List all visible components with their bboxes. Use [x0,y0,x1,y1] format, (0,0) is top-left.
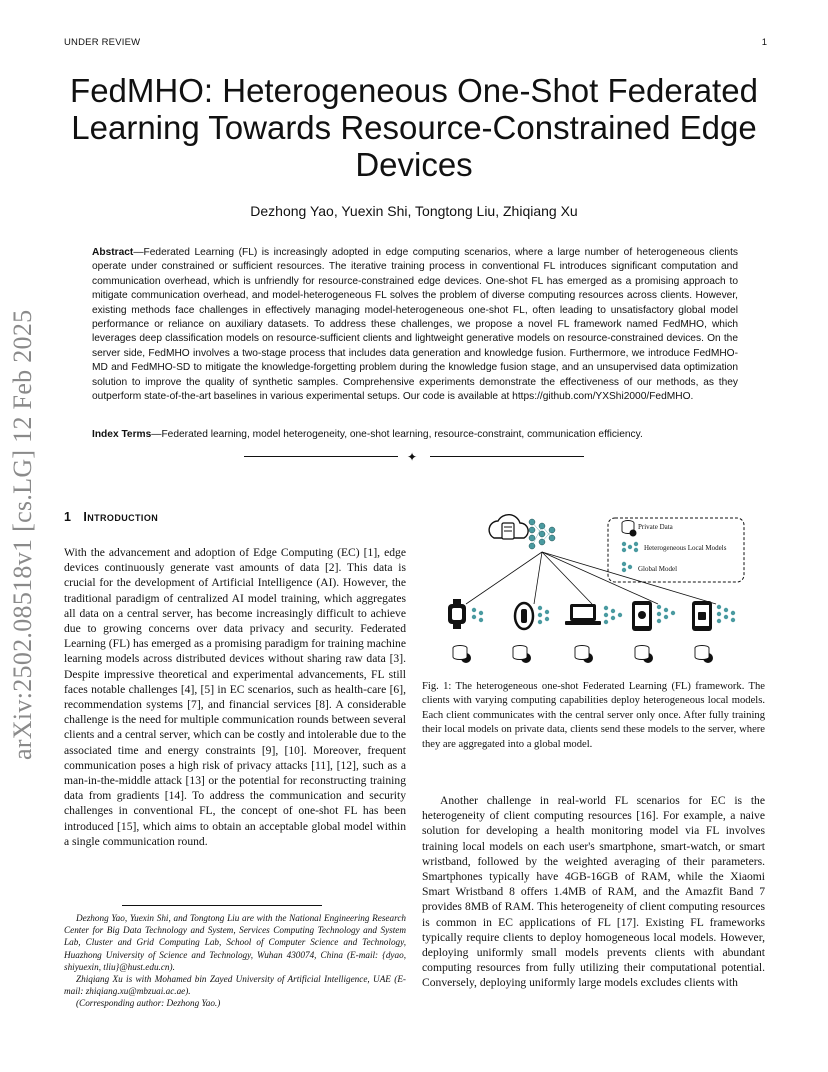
footnote-affiliation-2: Zhiqiang Xu is with Mohamed bin Zayed University of Artificial Intelligence, UAE (E-mail: zhiqiang.xu@mbzuai.ac.ae). [64,974,406,997]
index-terms-text: —Federated learning, model heterogeneity, one-shot learning, resource-constraint, communication efficiency. [151,429,643,440]
connection-lines [466,552,716,604]
page-number: 1 [761,37,767,48]
global-model-icon [529,519,555,549]
abstract-label: Abstract [92,247,134,258]
client-databases [453,646,709,660]
private-data-icon [622,521,637,537]
right-column-paragraph: Another challenge in real-world FL scenarios for EC is the heterogeneity of client computing resources [16]. For example, a naive solution for developing a health monitoring model via FL involves training local models on each user's smartphone, smart-watch, or smart wristband, followed by the weighted averaging of their parameters. Smartphones typically have 4GB-16GB of RAM, while the Xiaomi Smart Wristband 8 offers 1.4MB of RAM, and the Amazfit Band 7 provides 8MB of RAM. This heterogeneity of client computing resources is common in EC applications of FL [17]. Existing FL frameworks typically require clients to deploy homogeneous local models. However, deploying uniformly small models prevents clients with abundant computing resources from fully utilizing their computational potential. Conversely, deploying uniformly large models excludes clients with [422,794,765,990]
figure-1-diagram [444,512,766,670]
footnotes [64,912,406,1010]
running-header: UNDER REVIEW [64,37,141,48]
section-title: Introduction [83,510,159,524]
legend-global-model: Global Model [638,565,678,573]
legend-private-data: Private Data [638,523,673,531]
figure-1-caption: Fig. 1: The heterogeneous one-shot Federated Learning (FL) framework. The clients with varying computing capabilities deploy heterogeneous local models. Each client communicates with the central server only once. After fully training their local models on private data, clients send these models to the server, where they are aggregated into a global model. [422,681,765,750]
paper-title: FedMHO: Heterogeneous One-Shot Federated Learning Towards Resource-Constrained Edge Devices [70,72,758,183]
index-terms-label: Index Terms [92,429,152,440]
index-terms [92,428,738,442]
abstract [92,246,738,404]
intro-paragraph: With the advancement and adoption of Edge Computing (EC) [1], edge devices continuously generate vast amounts of data [2]. This data is crucial for the development of Artificial Intelligence (AI). However, the traditional paradigm of centralized AI model training, which aggregates all data on a central server, has become increasingly difficult to achieve due to growing concerns over data privacy and security. Federated Learning (FL) has emerged as a promising paradigm for training machine learning models across distributed devices without sharing raw data [3]. Despite impressive theoretical and experimental advancements, FL still faces notable challenges [4], [5] in EC scenarios, such as health-care [6], recommendation systems [7], and financial services [8]. A considerable challenge is the need for multiple communication rounds between several clients and a central server, which can be costly and intolerable due to the associated time and energy constraints [9], [10]. Moreover, frequent communication poses a high risk of privacy attacks [11], [12], such as a man-in-the-middle attack [13] or the potential for reconstructing training data from gradients [14]. To address the communication and security challenges in conventional FL, the concept of one-shot FL has been introduced [15], which aims to obtain an acceptable global model within a single communication round. [64,546,406,848]
author-list: Dezhong Yao, Yuexin Shi, Tongtong Liu, Zhiqiang Xu [250,203,578,219]
legend-heterogeneous-local-models: Heterogeneous Local Models [644,544,727,552]
laptop-client [565,604,622,663]
arxiv-stamp: arXiv:2502.08518v1 [cs.LG] 12 Feb 2025 [8,309,37,760]
divider-line-right [430,456,584,457]
footnote-rule [122,905,322,906]
global-model-legend-icon [622,562,632,572]
local-models-icon [622,542,638,552]
section-divider [244,450,584,464]
footnote-corresponding: (Corresponding author: Dezhong Yao.) [76,998,221,1009]
divider-ornament: ✦ [407,450,418,464]
server-icon [489,515,528,539]
divider-line-left [244,456,398,457]
section-heading [64,510,158,524]
abstract-text: —Federated Learning (FL) is increasingly adopted in edge computing scenarios, where a large number of heterogeneous clients operate under constrained or sufficient resources. The iterative training process in conventional FL introduces significant computation and communication overhead, which is unfriendly for resource-constrained edge devices. One-shot FL has emerged as a promising approach to mitigate communication overhead, and model-heterogeneous FL solves the problem of diverse computing resources across clients. However, existing methods face challenges in effectively managing model-heterogeneous one-shot FL, often leading to unsatisfactory global model performance or reliance on auxiliary datasets. To address these challenges, we propose a novel FL framework named FedMHO, which leverages deep classification models on resource-sufficient clients and lightweight generative models on resource-constrained devices. On the server side, FedMHO involves a two-stage process that includes data generation and knowledge fusion. Furthermore, we introduce FedMHO-MD and FedMHO-SD to mitigate the knowledge-forgetting problem during the knowledge fusion stage, and an unsupervised data optimization solution to improve the quality of synthetic samples. Comprehensive experiments demonstrate the effectiveness of our methods, as they outperform state-of-the-art baselines in various experimental setups. Our code is available at https://github.com/YXShi2000/FedMHO. [92,247,738,403]
footnote-affiliation-1: Dezhong Yao, Yuexin Shi, and Tongtong Liu are with the National Engineering Research Center for Big Data Technology and System, Services Computing Technology and System Lab, Cluster and Grid Computing Lab, School of Computer Science and Technology, Huazhong University of Science and Technology, Wuhan 430074, China (E-mail: {dyao, shiyuexin, tliu}@hust.edu.cn). [64,913,406,972]
section-number: 1 [64,510,72,524]
